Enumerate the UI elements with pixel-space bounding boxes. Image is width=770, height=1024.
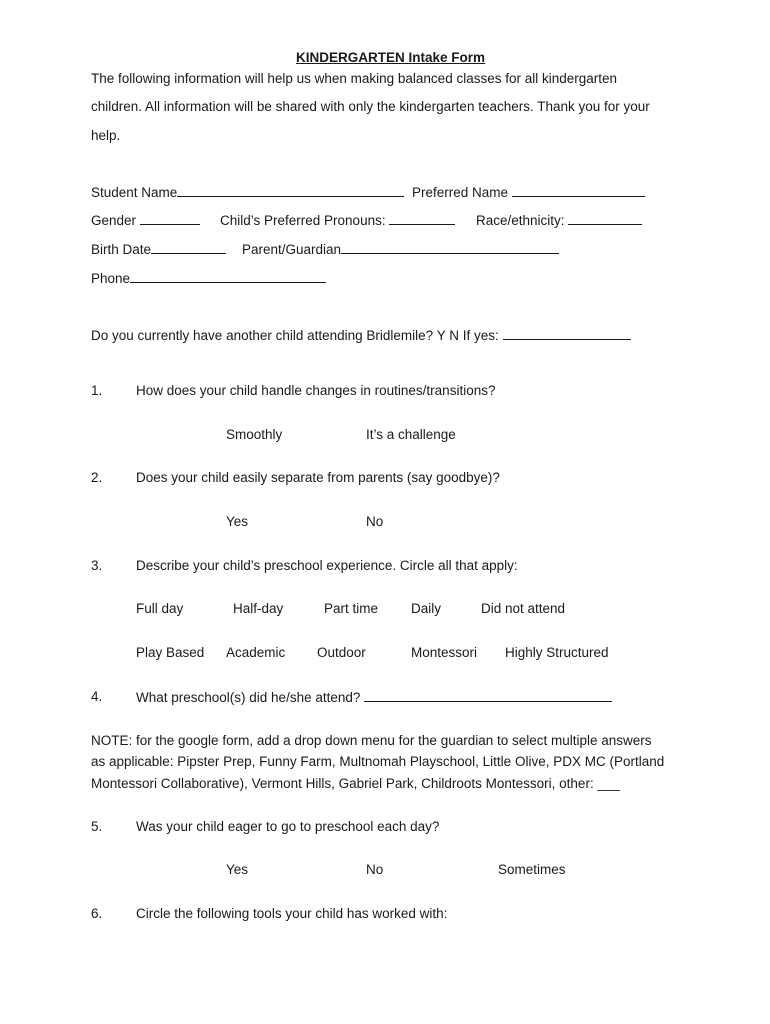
- q1-text: How does your child handle changes in routines/transitions?: [136, 383, 496, 398]
- sibling-row: [91, 327, 631, 344]
- race-label: Race/ethnicity:: [476, 213, 565, 228]
- parent-label: Parent/Guardian: [242, 242, 342, 257]
- race-field[interactable]: [568, 212, 642, 225]
- pronouns-field[interactable]: [389, 212, 455, 225]
- q2-number: 2.: [91, 470, 103, 485]
- birth-date-field[interactable]: [151, 241, 226, 254]
- form-title: KINDERGARTEN Intake Form: [296, 50, 486, 65]
- phone-row: [91, 270, 326, 287]
- pronouns-label: Child’s Preferred Pronouns:: [220, 213, 386, 228]
- q5-text: Was your child eager to go to preschool each day?: [136, 819, 440, 834]
- q3-option-full-day[interactable]: Full day: [136, 601, 184, 616]
- note-line-2: as applicable: Pipster Prep, Funny Farm, Multnomah Playschool, Little Olive, PDX MC (Portland: [91, 754, 665, 769]
- q4-number: 4.: [91, 689, 103, 704]
- note-line-1: NOTE: for the google form, add a drop down menu for the guardian to select multiple answers: [91, 733, 652, 748]
- preferred-name-field[interactable]: [512, 184, 645, 197]
- q6-text: Circle the following tools your child has worked with:: [136, 906, 448, 921]
- q3-option-half-day[interactable]: Half-day: [233, 601, 284, 616]
- q6-number: 6.: [91, 906, 103, 921]
- intro-line-1: The following information will help us when making balanced classes for all kindergarten: [91, 71, 618, 86]
- intro-line-2: children. All information will be shared with only the kindergarten teachers. Thank you for your: [91, 99, 650, 114]
- race-row: [476, 212, 642, 229]
- q3-option-play-based[interactable]: Play Based: [136, 645, 205, 660]
- parent-row: [242, 241, 559, 258]
- q3-option-part-time[interactable]: Part time: [324, 601, 379, 616]
- phone-label: Phone: [91, 271, 131, 286]
- q4-text: What preschool(s) did he/she attend?: [136, 690, 361, 705]
- phone-field[interactable]: [130, 270, 326, 283]
- q4-row: [136, 689, 612, 706]
- q3-text: Describe your child’s preschool experience. Circle all that apply:: [136, 558, 518, 573]
- note-line-3: Montessori Collaborative), Vermont Hills, Gabriel Park, Childroots Montessori, other: ___: [91, 776, 620, 791]
- q3-number: 3.: [91, 558, 103, 573]
- q3-option-did-not-attend[interactable]: Did not attend: [481, 601, 566, 616]
- parent-field[interactable]: [341, 241, 559, 254]
- q5-option-no[interactable]: No: [366, 862, 384, 877]
- q5-number: 5.: [91, 819, 103, 834]
- q3-option-academic[interactable]: Academic: [226, 645, 286, 660]
- birth-date-label: Birth Date: [91, 242, 152, 257]
- gender-row: [91, 212, 200, 229]
- q3-option-highly-structured[interactable]: Highly Structured: [505, 645, 609, 660]
- sibling-field[interactable]: [503, 327, 631, 340]
- student-name-row: [91, 184, 404, 201]
- q3-option-outdoor[interactable]: Outdoor: [317, 645, 366, 660]
- sibling-question: Do you currently have another child attending Bridlemile? Y N If yes:: [91, 328, 499, 343]
- birth-date-row: [91, 241, 226, 258]
- student-name-label: Student Name: [91, 185, 178, 200]
- gender-field[interactable]: [140, 212, 200, 225]
- preferred-name-row: [412, 184, 645, 201]
- q4-answer-field[interactable]: [364, 689, 612, 702]
- q2-text: Does your child easily separate from parents (say goodbye)?: [136, 470, 500, 485]
- q5-option-yes[interactable]: Yes: [226, 862, 249, 877]
- pronouns-row: [220, 212, 455, 229]
- q1-option-challenge[interactable]: It’s a challenge: [366, 427, 456, 442]
- intro-line-3: help.: [91, 128, 121, 143]
- gender-label: Gender: [91, 213, 137, 228]
- q1-number: 1.: [91, 383, 103, 398]
- q3-option-daily[interactable]: Daily: [411, 601, 442, 616]
- q2-option-yes[interactable]: Yes: [226, 514, 249, 529]
- q3-option-montessori[interactable]: Montessori: [411, 645, 478, 660]
- preferred-name-label: Preferred Name: [412, 185, 509, 200]
- student-name-field[interactable]: [177, 184, 404, 197]
- q5-option-sometimes[interactable]: Sometimes: [498, 862, 566, 877]
- q2-option-no[interactable]: No: [366, 514, 384, 529]
- q1-option-smoothly[interactable]: Smoothly: [226, 427, 283, 442]
